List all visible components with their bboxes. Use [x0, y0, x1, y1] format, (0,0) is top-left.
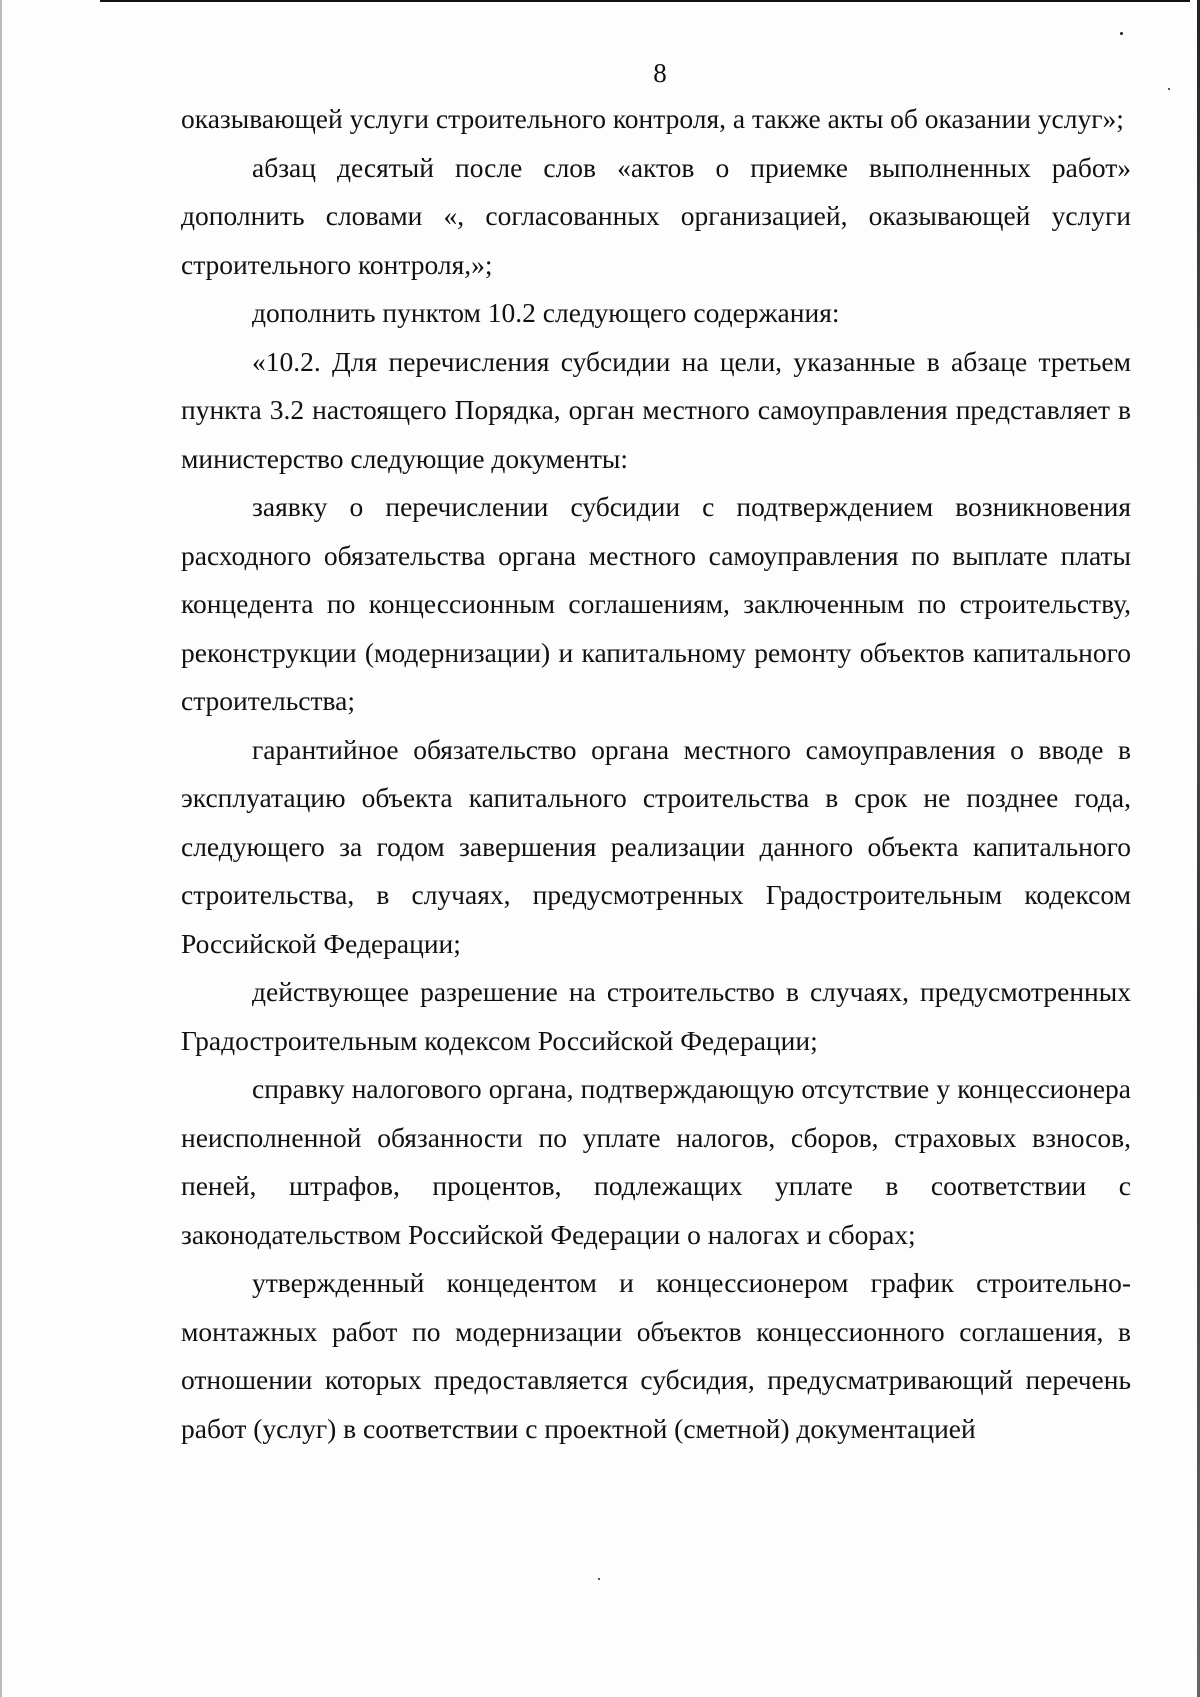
scan-edge-top: [100, 0, 1190, 2]
document-body: [181, 95, 1131, 1453]
paragraph: гарантийное обязательство органа местного самоуправления о вводе в эксплуатацию объекта капитального строительства в срок не позднее года, следующего за годом завершения реализации данного объекта капитального строительства, в случаях, предусмотренных Градостроительным кодексом Российской Федерации;: [181, 733, 1131, 959]
scan-speck: [1120, 32, 1123, 35]
page-number: 8: [653, 58, 667, 88]
paragraph: утвержденный концедентом и концессионером график строительно-монтажных работ по модернизации объектов концессионного соглашения, в отношении которых предоставляется субсидия, предусматривающий перечень работ (услуг) в соответствии с проектной (сметной) документацией: [181, 1267, 1131, 1444]
paragraph: дополнить пунктом 10.2 следующего содержания:: [252, 297, 840, 328]
paragraph: справку налогового органа, подтверждающую отсутствие у концессионера неисполненной обязанности по уплате налогов, сборов, страховых взносов, пеней, штрафов, процентов, подлежащих уплате в соответствии с законодательством Российской Федерации о налогах и сборах;: [181, 1073, 1131, 1250]
paragraph: оказывающей услуги строительного контроля, а также акты об оказании услуг»;: [181, 103, 1124, 134]
paragraph: заявку о перечислении субсидии с подтверждением возникновения расходного обязательства органа местного самоуправления по выплате платы концедента по концессионным соглашениям, заключенным по строительству, реконструкции (модернизации) и капитальному ремонту объектов капитального строительства;: [181, 491, 1131, 716]
scan-speck: [598, 1578, 600, 1580]
paragraph: действующее разрешение на строительство в случаях, предусмотренных Градостроительным кодексом Российской Федерации;: [181, 976, 1131, 1056]
scan-edge-left: [0, 0, 2, 1697]
paragraph: абзац десятый после слов «актов о приемке выполненных работ» дополнить словами «, согласованных организацией, оказывающей услуги строительного контроля,»;: [181, 151, 1131, 280]
paragraph: «10.2. Для перечисления субсидии на цели, указанные в абзаце третьем пункта 3.2 настоящего Порядка, орган местного самоуправления представляет в министерство следующие документы:: [181, 345, 1131, 474]
